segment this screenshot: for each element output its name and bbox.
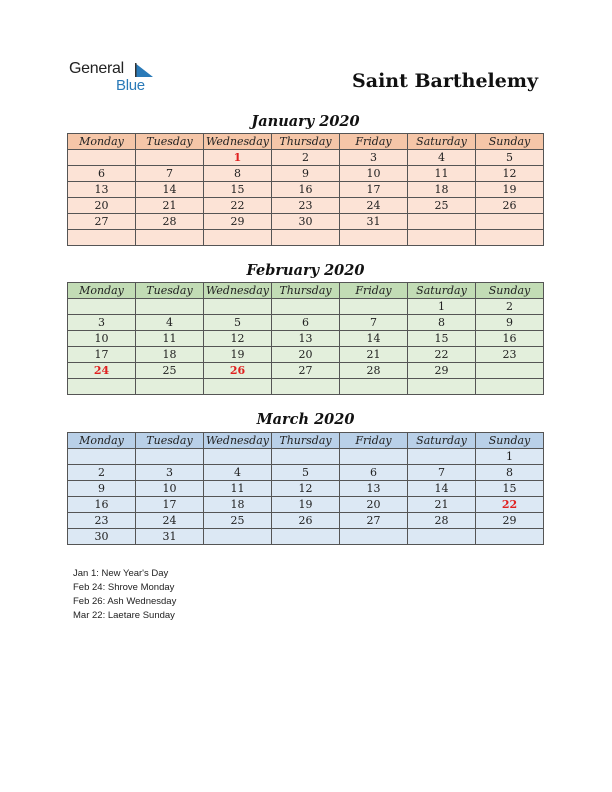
day-cell: 17 [136,497,204,513]
day-cell: 4 [408,150,476,166]
day-cell: 29 [408,363,476,379]
day-cell: 19 [476,182,544,198]
day-cell [340,379,408,395]
week-row [68,150,544,166]
holiday-note: Feb 24: Shrove Monday [73,582,175,593]
day-cell: 18 [136,347,204,363]
day-cell: 3 [340,150,408,166]
day-cell: 16 [476,331,544,347]
weekday-header: Friday [340,433,408,449]
day-cell [68,230,136,246]
week-row [68,182,544,198]
weekday-header: Saturday [408,134,476,150]
day-cell: 13 [340,481,408,497]
day-cell: 22 [204,198,272,214]
country-title: Saint Barthelemy [352,70,538,92]
month-title-february: February 2020 [246,262,365,279]
day-cell [408,529,476,545]
day-cell: 13 [68,182,136,198]
day-cell [408,230,476,246]
week-row [68,529,544,545]
weekday-header: Saturday [408,433,476,449]
month-title-january: January 2020 [251,113,360,130]
day-cell [476,230,544,246]
day-cell: 19 [204,347,272,363]
calendar-january [67,133,544,246]
day-cell: 23 [68,513,136,529]
day-cell: 7 [136,166,204,182]
week-row [68,315,544,331]
day-cell: 24 [340,198,408,214]
week-row [68,379,544,395]
day-cell [136,299,204,315]
weekday-header: Thursday [272,134,340,150]
day-cell: 14 [340,331,408,347]
day-cell [476,214,544,230]
day-cell: 29 [204,214,272,230]
month-title-march: March 2020 [256,411,355,428]
day-cell [340,449,408,465]
day-cell: 31 [136,529,204,545]
day-cell: 19 [272,497,340,513]
day-cell: 11 [204,481,272,497]
day-cell: 16 [272,182,340,198]
day-cell: 7 [340,315,408,331]
day-cell [204,230,272,246]
day-cell [272,299,340,315]
day-cell: 20 [340,497,408,513]
day-cell: 21 [340,347,408,363]
week-row [68,331,544,347]
day-cell: 14 [408,481,476,497]
day-cell: 1 [408,299,476,315]
day-cell: 17 [68,347,136,363]
week-row [68,198,544,214]
weekday-header-row [68,283,544,299]
day-cell [136,230,204,246]
week-row [68,363,544,379]
weekday-header: Tuesday [136,134,204,150]
day-cell: 9 [68,481,136,497]
day-cell: 31 [340,214,408,230]
day-cell: 12 [204,331,272,347]
day-cell: 3 [68,315,136,331]
calendar-march [67,432,544,545]
day-cell [136,150,204,166]
day-cell: 22 [408,347,476,363]
weekday-header: Friday [340,283,408,299]
day-cell: 22 [476,497,544,513]
weekday-header: Monday [68,433,136,449]
day-cell: 6 [68,166,136,182]
day-cell: 12 [272,481,340,497]
day-cell: 15 [408,331,476,347]
weekday-header: Friday [340,134,408,150]
day-cell: 26 [272,513,340,529]
day-cell: 2 [68,465,136,481]
weekday-header: Sunday [476,283,544,299]
weekday-header-row [68,433,544,449]
holiday-note: Mar 22: Laetare Sunday [73,610,175,621]
logo-text-general: General [69,60,124,77]
day-cell [68,379,136,395]
day-cell [272,379,340,395]
day-cell: 15 [204,182,272,198]
day-cell [204,299,272,315]
day-cell: 28 [136,214,204,230]
day-cell: 21 [408,497,476,513]
week-row [68,214,544,230]
day-cell [272,230,340,246]
day-cell: 5 [204,315,272,331]
day-cell: 6 [340,465,408,481]
day-cell [340,529,408,545]
brand-logo [69,60,169,96]
day-cell: 11 [136,331,204,347]
day-cell: 9 [476,315,544,331]
day-cell: 28 [340,363,408,379]
day-cell: 25 [204,513,272,529]
day-cell: 25 [408,198,476,214]
weekday-header: Thursday [272,433,340,449]
day-cell: 12 [476,166,544,182]
day-cell: 5 [476,150,544,166]
logo-text-blue: Blue [116,77,145,94]
day-cell: 18 [204,497,272,513]
weekday-header-row [68,134,544,150]
day-cell: 18 [408,182,476,198]
week-row [68,166,544,182]
day-cell [408,449,476,465]
day-cell [204,529,272,545]
day-cell [68,150,136,166]
day-cell: 10 [340,166,408,182]
week-row [68,449,544,465]
calendar-february [67,282,544,395]
day-cell: 15 [476,481,544,497]
day-cell: 10 [136,481,204,497]
day-cell: 29 [476,513,544,529]
day-cell: 4 [136,315,204,331]
day-cell: 27 [68,214,136,230]
day-cell [204,379,272,395]
day-cell [204,449,272,465]
day-cell: 10 [68,331,136,347]
day-cell: 7 [408,465,476,481]
day-cell: 8 [476,465,544,481]
weekday-header: Tuesday [136,283,204,299]
day-cell: 30 [272,214,340,230]
weekday-header: Wednesday [204,433,272,449]
week-row [68,230,544,246]
day-cell [476,363,544,379]
day-cell: 5 [272,465,340,481]
day-cell [68,449,136,465]
day-cell [68,299,136,315]
week-row [68,497,544,513]
day-cell: 21 [136,198,204,214]
day-cell: 1 [204,150,272,166]
day-cell: 23 [272,198,340,214]
day-cell: 3 [136,465,204,481]
week-row [68,465,544,481]
weekday-header: Thursday [272,283,340,299]
day-cell [408,214,476,230]
day-cell [340,299,408,315]
day-cell: 28 [408,513,476,529]
day-cell [136,379,204,395]
day-cell: 30 [68,529,136,545]
day-cell: 26 [476,198,544,214]
day-cell: 4 [204,465,272,481]
holiday-note: Jan 1: New Year's Day [73,568,169,579]
day-cell: 14 [136,182,204,198]
week-row [68,347,544,363]
day-cell: 24 [136,513,204,529]
day-cell: 1 [476,449,544,465]
day-cell: 11 [408,166,476,182]
day-cell: 9 [272,166,340,182]
day-cell: 27 [272,363,340,379]
holiday-notes [73,567,176,623]
day-cell [476,379,544,395]
weekday-header: Sunday [476,134,544,150]
day-cell: 6 [272,315,340,331]
week-row [68,513,544,529]
flag-icon [135,63,153,77]
weekday-header: Monday [68,134,136,150]
weekday-header: Tuesday [136,433,204,449]
weekday-header: Saturday [408,283,476,299]
day-cell: 8 [408,315,476,331]
day-cell: 20 [272,347,340,363]
day-cell: 2 [476,299,544,315]
day-cell: 20 [68,198,136,214]
day-cell: 23 [476,347,544,363]
day-cell [408,379,476,395]
holiday-note: Feb 26: Ash Wednesday [73,596,177,607]
week-row [68,299,544,315]
day-cell: 16 [68,497,136,513]
day-cell [340,230,408,246]
weekday-header: Wednesday [204,283,272,299]
day-cell: 2 [272,150,340,166]
day-cell [476,529,544,545]
weekday-header: Sunday [476,433,544,449]
day-cell: 24 [68,363,136,379]
day-cell [136,449,204,465]
day-cell: 26 [204,363,272,379]
weekday-header: Monday [68,283,136,299]
day-cell [272,529,340,545]
day-cell: 13 [272,331,340,347]
day-cell: 27 [340,513,408,529]
day-cell [272,449,340,465]
day-cell: 25 [136,363,204,379]
day-cell: 17 [340,182,408,198]
weekday-header: Wednesday [204,134,272,150]
week-row [68,481,544,497]
day-cell: 8 [204,166,272,182]
